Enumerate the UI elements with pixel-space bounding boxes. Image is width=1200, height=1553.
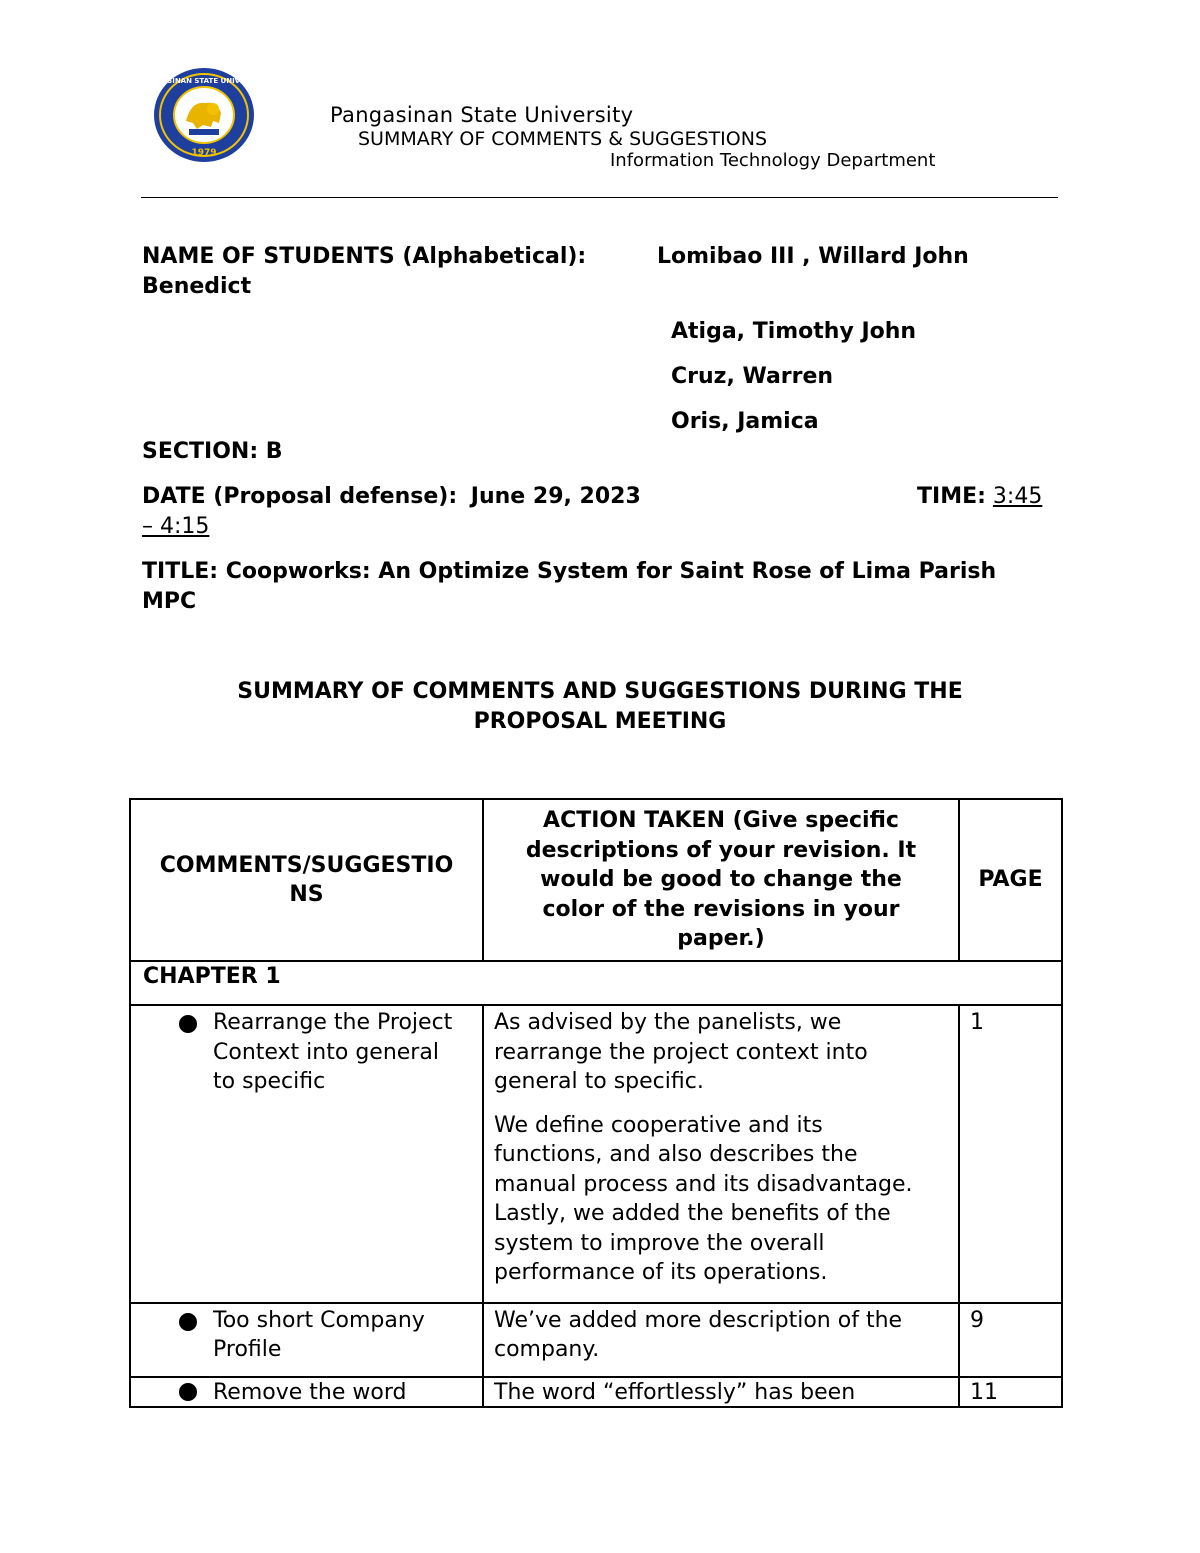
header-action-taken: ACTION TAKEN (Give specific descriptions of your revision. It would be good to change the color of the revisions in your paper.): [483, 799, 959, 961]
student-name-1-cont: Benedict: [142, 274, 252, 299]
section-field: [142, 437, 283, 467]
date-field: [142, 482, 641, 512]
page-cell: 1: [959, 1005, 1062, 1303]
time-value-cont: – 4:15: [142, 514, 210, 539]
time-value: 3:45: [992, 484, 1043, 509]
students-label: NAME OF STUDENTS (Alphabetical):: [142, 244, 587, 269]
comments-table: [129, 798, 1063, 1408]
svg-text:PANGASINAN STATE UNIVERSITY: PANGASINAN STATE UNIVERSITY: [140, 77, 268, 85]
department-name: Information Technology Department: [610, 150, 936, 171]
section-value: B: [265, 439, 283, 464]
header-divider: [141, 197, 1058, 198]
chapter-row: [130, 961, 1062, 1005]
svg-text:1979: 1979: [191, 148, 217, 158]
student-name-2: Atiga, Timothy John: [671, 319, 917, 344]
bullet-icon: [179, 1383, 197, 1401]
table-row: [130, 1377, 1062, 1407]
action-paragraph: We define cooperative and its functions, and also describes the manual process and its disadvantage. Lastly, we added the benefits of the system to improve the overall performance of its operations.: [494, 1112, 913, 1285]
page-cell: 9: [959, 1303, 1062, 1377]
action-cell: [483, 1005, 959, 1303]
comment-cell: Remove the word: [130, 1377, 483, 1407]
action-cell: We’ve added more description of the company.: [483, 1303, 959, 1377]
date-label: DATE (Proposal defense):: [142, 484, 458, 509]
header-comments: COMMENTS/SUGGESTIO NS: [130, 799, 483, 961]
comment-cell: Rearrange the Project Context into general to specific: [130, 1005, 483, 1303]
title-field: [142, 557, 996, 587]
title-label: TITLE:: [142, 559, 219, 584]
summary-heading-line2: PROPOSAL MEETING: [473, 709, 727, 734]
header-page: PAGE: [959, 799, 1062, 961]
bullet-icon: [179, 1015, 197, 1033]
table-header-row: [130, 799, 1062, 961]
section-label: SECTION:: [142, 439, 259, 464]
student-name-1: Lomibao III , Willard John: [657, 244, 969, 269]
student-name-3: Cruz, Warren: [671, 364, 834, 389]
table-row: [130, 1303, 1062, 1377]
summary-heading-line1: SUMMARY OF COMMENTS AND SUGGESTIONS DURING THE: [237, 679, 963, 704]
title-value-cont: MPC: [142, 589, 197, 614]
chapter-label: CHAPTER 1: [130, 961, 1062, 1005]
action-paragraph: As advised by the panelists, we rearrange the project context into general to specific.: [494, 1010, 868, 1094]
university-name: Pangasinan State University: [330, 103, 634, 127]
student-name-4: Oris, Jamica: [671, 409, 819, 434]
document-title: SUMMARY OF COMMENTS & SUGGESTIONS: [358, 128, 768, 150]
page-cell: 11: [959, 1377, 1062, 1407]
action-cell: The word “effortlessly” has been: [483, 1377, 959, 1407]
time-field: [917, 482, 1042, 512]
time-label: TIME:: [917, 484, 986, 509]
bullet-icon: [179, 1313, 197, 1331]
date-value: June 29, 2023: [470, 484, 641, 509]
comment-cell: Too short Company Profile: [130, 1303, 483, 1377]
title-value: Coopworks: An Optimize System for Saint Rose of Lima Parish: [225, 559, 997, 584]
university-seal-logo: [140, 67, 268, 163]
table-row: [130, 1005, 1062, 1303]
